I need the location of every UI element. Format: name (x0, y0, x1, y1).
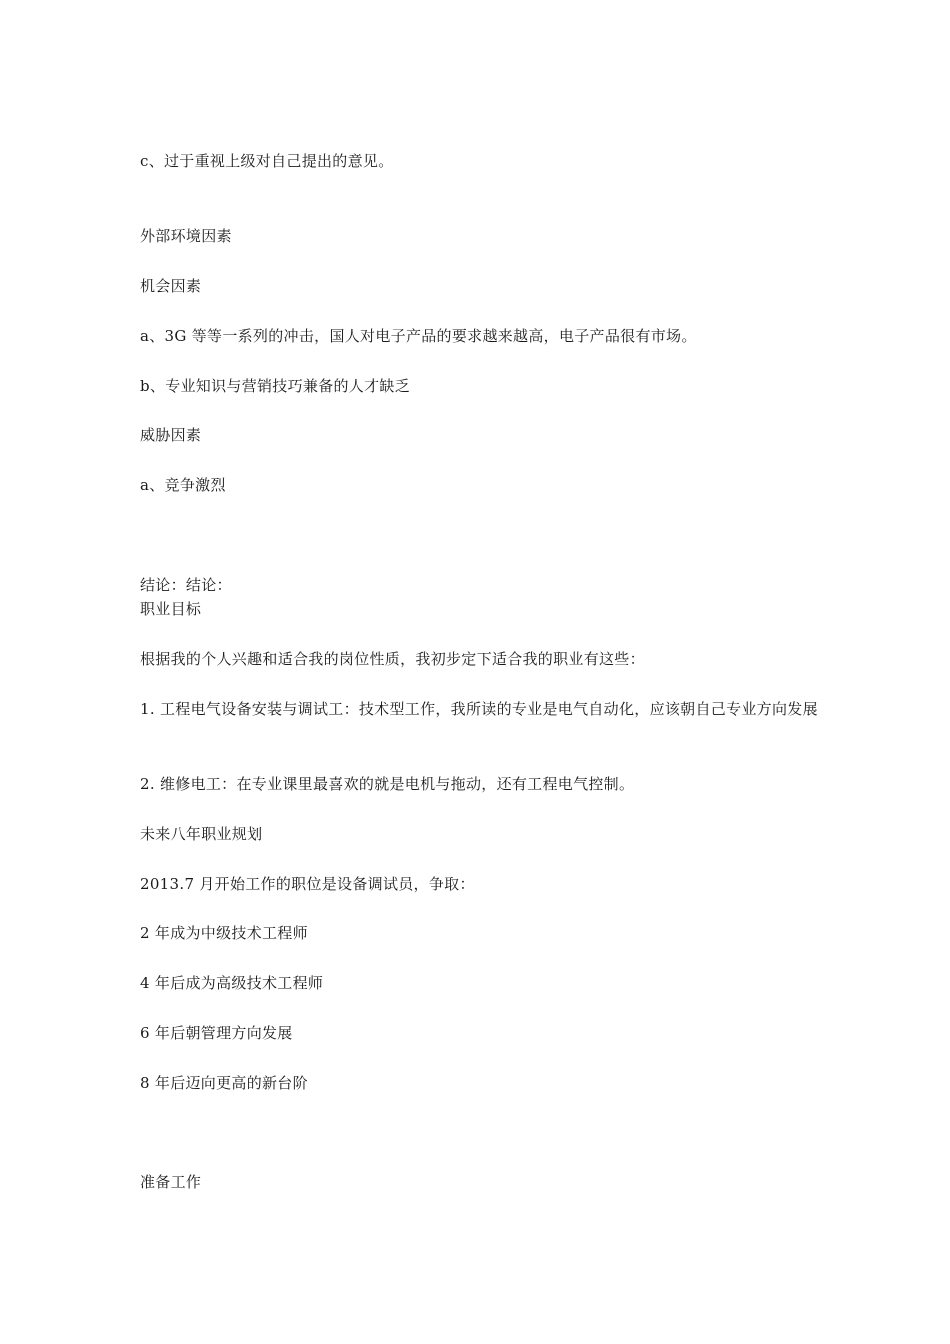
text-line-career-intro: 根据我的个人兴趣和适合我的岗位性质，我初步定下适合我的职业有这些： (140, 650, 645, 668)
text-line-plan-2-years: 2 年成为中级技术工程师 (140, 924, 308, 942)
heading-career-goal: 职业目标 (140, 600, 202, 618)
heading-preparation: 准备工作 (140, 1173, 202, 1191)
heading-external-factors: 外部环境因素 (140, 227, 232, 245)
text-line-plan-4-years: 4 年后成为高级技术工程师 (140, 974, 324, 992)
heading-threat-factors: 威胁因素 (140, 426, 202, 444)
text-line-b-talent-shortage: b、专业知识与营销技巧兼备的人才缺乏 (140, 377, 411, 395)
heading-opportunity-factors: 机会因素 (140, 277, 202, 295)
text-line-plan-8-years: 8 年后迈向更高的新台阶 (140, 1074, 308, 1092)
text-line-career-2: 2. 维修电工：在专业课里最喜欢的就是电机与拖动，还有工程电气控制。 (140, 775, 635, 793)
text-line-plan-6-years: 6 年后朝管理方向发展 (140, 1024, 293, 1042)
text-line-a-3g: a、3G 等等一系列的冲击，国人对电子产品的要求越来越高，电子产品很有市场。 (140, 327, 697, 345)
text-line-a-competition: a、竞争激烈 (140, 476, 226, 494)
text-line-career-1: 1. 工程电气设备安装与调试工：技术型工作，我所读的专业是电气自动化，应该朝自己专业方向发展 (140, 700, 818, 718)
text-line-plan-start: 2013.7 月开始工作的职位是设备调试员，争取： (140, 875, 475, 893)
text-line-c-over-valuing: c、过于重视上级对自己提出的意见。 (140, 152, 394, 170)
heading-eight-year-plan: 未来八年职业规划 (140, 825, 263, 843)
heading-conclusion: 结论：结论： (140, 576, 232, 594)
